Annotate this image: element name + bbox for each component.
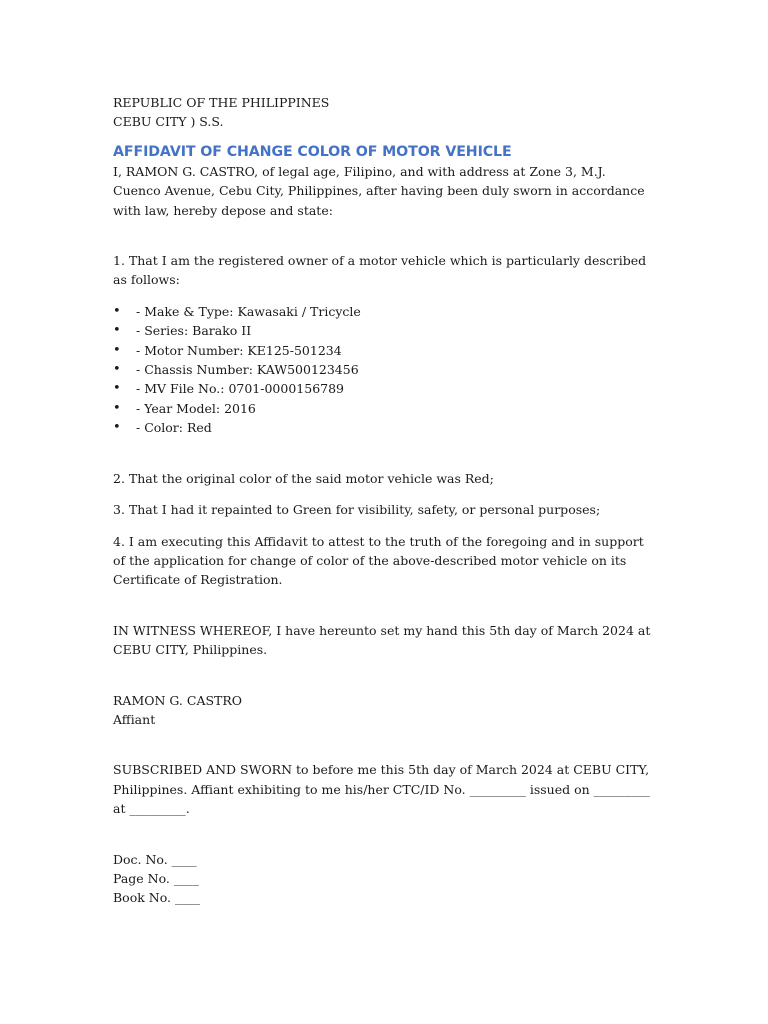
- bullet-icon: •: [113, 342, 121, 358]
- detail-year-model: - Year Model: 2016: [136, 400, 256, 416]
- document-title: AFFIDAVIT OF CHANGE COLOR OF MOTOR VEHICLE: [113, 143, 512, 160]
- affiant-name: RAMON G. CASTRO: [113, 692, 243, 708]
- detail-color: - Color: Red: [136, 420, 212, 436]
- intro-paragraph: I, RAMON G. CASTRO, of legal age, Filipino, and with address at Zone 3, M.J. Cuenco Avenue, Cebu City, Philippines, after having been duly sworn in accordance with law, hereby depose and state:: [113, 163, 645, 218]
- header-venue: CEBU CITY ) S.S.: [113, 114, 224, 130]
- affidavit-document: [113, 93, 653, 908]
- detail-make-type: - Make & Type: Kawasaki / Tricycle: [136, 303, 361, 319]
- item-2-paragraph: 2. That the original color of the said motor vehicle was Red;: [113, 470, 494, 486]
- list-item: [113, 302, 653, 321]
- list-item: [113, 321, 653, 340]
- book-number: Book No. ____: [113, 890, 200, 906]
- spacer: [113, 438, 653, 469]
- detail-motor-number: - Motor Number: KE125-501234: [136, 342, 342, 358]
- vehicle-details-list: [113, 302, 653, 438]
- list-item: [113, 341, 653, 360]
- jurat-paragraph: SUBSCRIBED AND SWORN to before me this 5th day of March 2024 at CEBU CITY, Philippines. Affiant exhibiting to me his/her CTC/ID No. _________ issued on _________ at _________.: [113, 762, 650, 817]
- list-item: [113, 360, 653, 379]
- spacer: [113, 590, 653, 621]
- bullet-icon: •: [113, 381, 121, 397]
- spacer: [113, 220, 653, 251]
- spacer: [113, 729, 653, 760]
- doc-number: Doc. No. ____: [113, 851, 197, 867]
- witness-paragraph: IN WITNESS WHEREOF, I have hereunto set my hand this 5th day of March 2024 at CEBU CITY, Philippines.: [113, 622, 651, 658]
- list-item: [113, 399, 653, 418]
- bullet-icon: •: [113, 303, 121, 319]
- bullet-icon: •: [113, 400, 121, 416]
- bullet-icon: •: [113, 323, 121, 339]
- spacer: [113, 488, 653, 500]
- list-item: [113, 418, 653, 437]
- list-item: [113, 379, 653, 398]
- item-3-paragraph: 3. That I had it repainted to Green for visibility, safety, or personal purposes;: [113, 502, 601, 518]
- affiant-role: Affiant: [113, 711, 156, 727]
- spacer: [113, 520, 653, 532]
- bullet-icon: •: [113, 420, 121, 436]
- bullet-icon: •: [113, 362, 121, 378]
- detail-mv-file-no: - MV File No.: 0701-0000156789: [136, 381, 345, 397]
- item-4-paragraph: 4. I am executing this Affidavit to attest to the truth of the foregoing and in support of the application for change of color of the above-described motor vehicle on its Certificate of Registration.: [113, 533, 644, 588]
- spacer: [113, 819, 653, 850]
- item-1-paragraph: 1. That I am the registered owner of a motor vehicle which is particularly described as follows:: [113, 253, 647, 288]
- page-number: Page No. ____: [113, 870, 199, 886]
- spacer: [113, 660, 653, 691]
- detail-chassis-number: - Chassis Number: KAW500123456: [136, 362, 359, 378]
- header-republic: REPUBLIC OF THE PHILIPPINES: [113, 95, 330, 110]
- detail-series: - Series: Barako II: [136, 323, 252, 339]
